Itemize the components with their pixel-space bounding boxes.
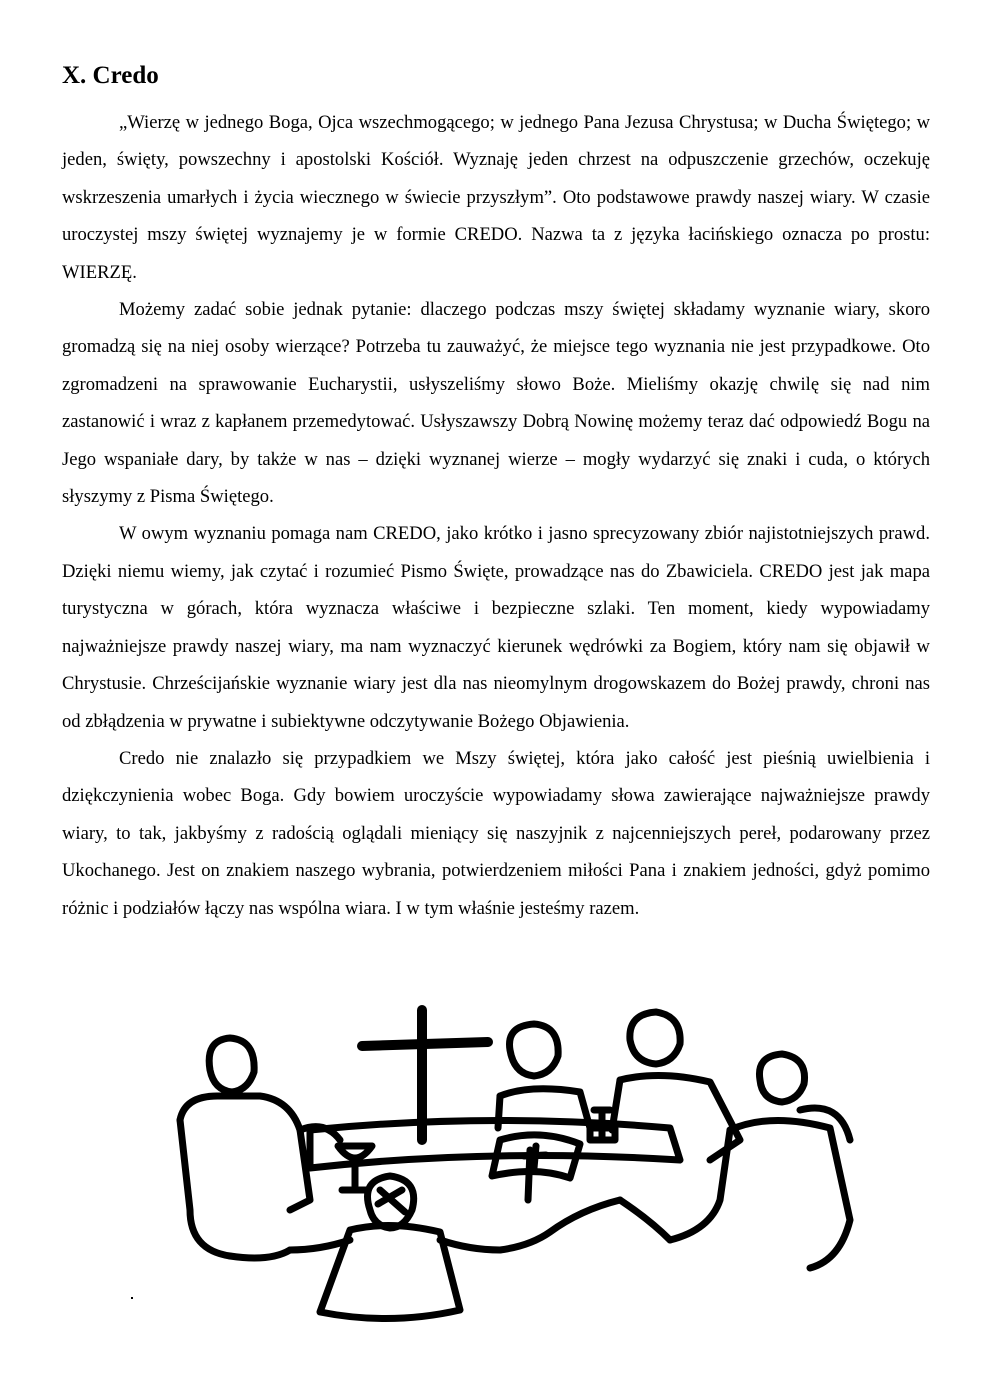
document-page: [62, 58, 930, 927]
people-around-altar-illustration: [150, 1000, 870, 1330]
page-mark: [131, 1297, 133, 1299]
paragraph-2: Możemy zadać sobie jednak pytanie: dlaczego podczas mszy świętej składamy wyznanie wiary, skoro gromadzą się na niej osoby wierzące? Potrzeba tu zauważyć, że miejsce tego wyznania nie jest przypadkowe. Oto zgromadzeni na sprawowanie Eucharystii, usłyszeliśmy słowo Boże. Mieliśmy okazję chwilę się nad nim zastanowić i wraz z kapłanem przemedytować. Usłyszawszy Dobrą Nowinę możemy teraz dać odpowiedź Bogu na Jego wspaniałe dary, by także w nas – dzięki wyznanej wierze – mogły wydarzyć się znaki i cuda, o których słyszymy z Pisma Świętego.: [62, 299, 930, 508]
person-figure-right-center: [498, 1024, 590, 1128]
person-figure-center: [290, 1176, 500, 1319]
paragraph-1: „Wierzę w jednego Boga, Ojca wszechmogącego; w jednego Pana Jezusa Chrystusa; w Ducha Świętego; w jeden, święty, powszechny i apostolski Kościół. Wyznaję jeden chrzest na odpuszczenie grzechów, oczekuję wskrzeszenia umarłych i życia wiecznego w świecie przyszłym”. Oto podstawowe prawdy naszej wiary. W czasie uroczystej mszy świętej wyznajemy je w formie CREDO. Nazwa ta z języka łacińskiego oznacza po prostu: WIERZĘ.: [62, 112, 930, 283]
person-figure-far-right: [670, 1054, 850, 1268]
page-title: X. Credo: [62, 62, 159, 89]
paragraph-3: W owym wyznaniu pomaga nam CREDO, jako krótko i jasno sprecyzowany zbiór najistotniejszych prawd. Dzięki niemu wiemy, jak czytać i rozumieć Pismo Święte, prowadzące nas do Zbawiciela. CREDO jest jak mapa turystyczna w górach, która wyznacza właściwe i bezpieczne szlaki. Ten moment, kiedy wypowiadamy najważniejsze prawdy naszej wiary, ma nam wyznaczyć kierunek wędrówki za Bogiem, który nam się objawił w Chrystusie. Chrześcijańskie wyznanie wiary jest dla nas nieomylnym drogowskazem do Bożej prawdy, chroni nas od zbłądzenia w prywatne i subiektywne odczytywanie Bożego Objawienia.: [62, 523, 930, 732]
person-figure-left: [180, 1038, 340, 1256]
paragraph-4: Credo nie znalazło się przypadkiem we Mszy świętej, która jako całość jest pieśnią uwielbienia i dziękczynienia wobec Boga. Gdy bowiem uroczyście wypowiadamy słowa zawierające najważniejsze prawdy wiary, to tak, jakbyśmy z radością oglądali mieniący się naszyjnik z najcenniejszych pereł, podarowany przez Ukochanego. Jest on znakiem naszego wybrania, potwierdzeniem miłości Pana i znakiem jedności, gdyż pomimo różnic i podziałów łączy nas wspólna wiara. I w tym właśnie jesteśmy razem.: [62, 747, 930, 919]
